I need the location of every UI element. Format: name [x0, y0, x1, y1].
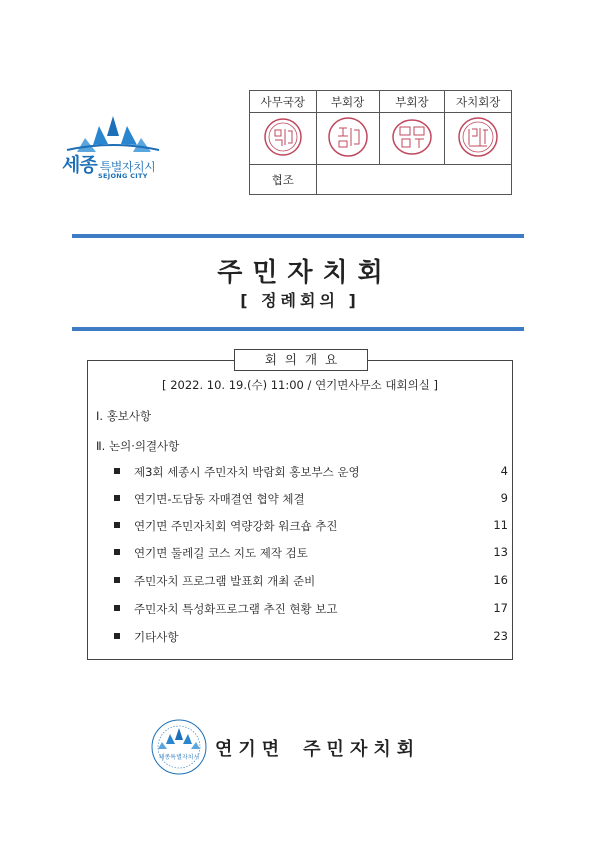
approval-header-secretary: 사무국장: [250, 91, 317, 113]
title-rule-top: [72, 234, 524, 238]
bullet-square-icon: [114, 633, 120, 639]
approval-seal-cell: [316, 113, 379, 165]
agenda-item: [114, 520, 508, 536]
agenda-item-label: 연기면 둘레길 코스 지도 제작 검토: [134, 546, 308, 560]
footer-org-part2: 주민자치회: [303, 739, 421, 760]
approval-seal-cell: [379, 113, 445, 165]
agenda-item-page: 17: [493, 601, 508, 615]
agenda-item-label: 주민자치 프로그램 발표회 개최 준비: [134, 574, 316, 588]
footer-org-name: [215, 735, 420, 761]
agenda-item: [114, 575, 508, 591]
seal-stamp-icon: [327, 116, 369, 158]
agenda-box-label: 회의개요: [234, 349, 368, 371]
agenda-item-page: 13: [493, 545, 508, 559]
seal-stamp-icon: [262, 116, 304, 158]
agenda-item-label: 주민자치 특성화프로그램 추진 현황 보고: [134, 602, 338, 616]
agenda-item: [114, 631, 508, 647]
agenda-item-page: 9: [500, 491, 508, 505]
agenda-item: [114, 547, 508, 563]
approval-header-vice-chair-1: 부회장: [316, 91, 379, 113]
document-subtitle: [ 정례회의 ]: [240, 291, 360, 310]
agenda-item-page: 11: [493, 518, 508, 532]
bullet-square-icon: [114, 468, 120, 474]
bullet-square-icon: [114, 495, 120, 501]
agenda-item-page: 4: [500, 464, 508, 478]
logo-english: SEJONG CITY: [98, 172, 148, 180]
cooperation-label: 협조: [250, 165, 317, 195]
section-discussion: Ⅱ. 논의·의결사항: [96, 439, 180, 453]
bullet-square-icon: [114, 549, 120, 555]
seal-stamp-icon: [457, 116, 499, 158]
approval-header-vice-chair-2: 부회장: [379, 91, 445, 113]
document-title: 주민자치회: [217, 258, 393, 288]
agenda-item-label: 연기면-도담동 자매결연 협약 체결: [134, 492, 305, 506]
logo-subtitle: 특별자치시: [99, 160, 156, 174]
agenda-item: [114, 603, 508, 619]
bullet-square-icon: [114, 577, 120, 583]
bullet-square-icon: [114, 605, 120, 611]
emblem-text: 세종특별자치시: [158, 754, 200, 761]
cooperation-field: [316, 165, 511, 195]
agenda-item-page: 16: [493, 573, 508, 587]
title-rule-bottom: [72, 327, 524, 331]
sejong-emblem-icon: [150, 718, 208, 776]
approval-header-chair: 자치회장: [445, 91, 512, 113]
agenda-item: [114, 493, 508, 509]
agenda-item-label: 연기면 주민자치회 역량강화 워크숍 추진: [134, 519, 338, 533]
agenda-item-page: 23: [493, 629, 508, 643]
logo-name: 세종: [62, 154, 97, 176]
approval-seal-cell: [445, 113, 512, 165]
bullet-square-icon: [114, 522, 120, 528]
agenda-item-label: 기타사항: [134, 630, 179, 644]
approval-seal-cell: [250, 113, 317, 165]
footer-org-part1: 연기면: [215, 739, 286, 760]
meeting-info: [ 2022. 10. 19.(수) 11:00 / 연기면사무소 대회의실 ]: [162, 378, 438, 392]
agenda-item: [114, 466, 508, 482]
logo-mark-icon: [67, 116, 159, 152]
section-publicity: Ⅰ. 홍보사항: [96, 409, 152, 423]
approval-table: [249, 90, 512, 195]
seal-stamp-icon: [390, 117, 434, 157]
agenda-item-label: 제3회 세종시 주민자치 박람회 홍보부스 운영: [134, 465, 360, 479]
